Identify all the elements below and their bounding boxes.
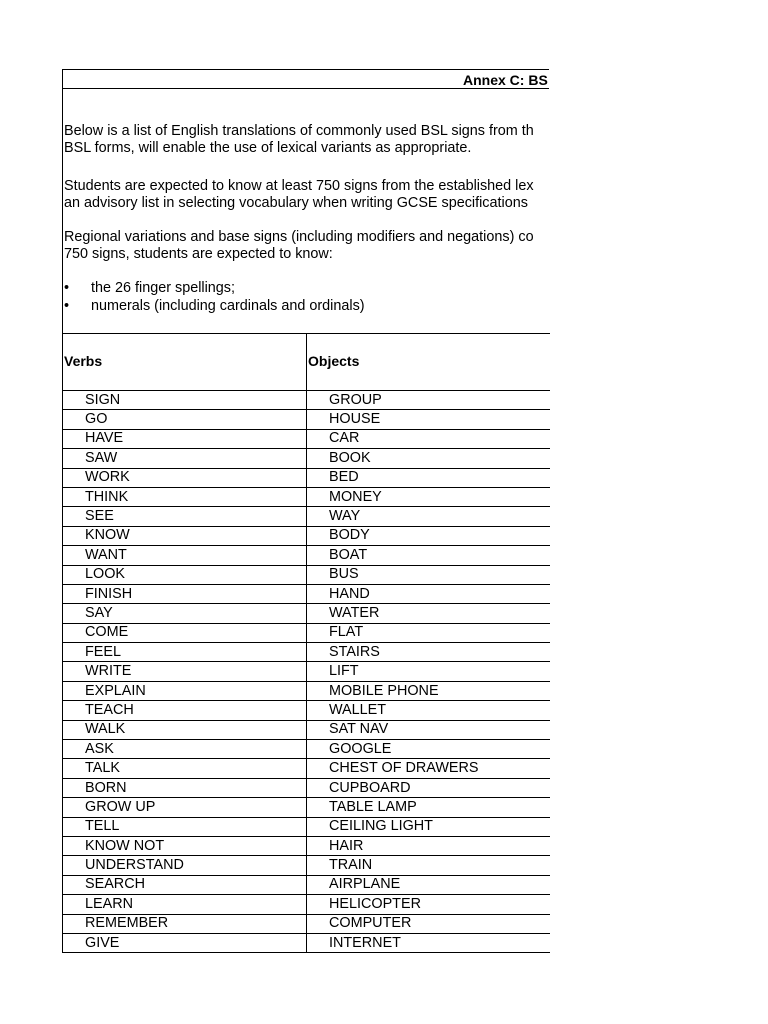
table-row bbox=[63, 759, 551, 778]
object-cell: TRAIN bbox=[307, 856, 551, 875]
bullet-item bbox=[64, 298, 365, 315]
object-cell: STAIRS bbox=[307, 643, 551, 662]
verb-cell: SIGN bbox=[63, 391, 307, 410]
intro-paragraph-3 bbox=[64, 229, 534, 263]
table-row bbox=[63, 681, 551, 700]
table-row bbox=[63, 778, 551, 797]
verb-cell: SEE bbox=[63, 507, 307, 526]
object-cell: CEILING LIGHT bbox=[307, 817, 551, 836]
object-cell: GROUP bbox=[307, 391, 551, 410]
intro-paragraph-3-line-2: 750 signs, students are expected to know: bbox=[64, 246, 333, 262]
verb-cell: WALK bbox=[63, 720, 307, 739]
verb-cell: WRITE bbox=[63, 662, 307, 681]
table-row bbox=[63, 623, 551, 642]
table-row bbox=[63, 487, 551, 506]
bullet-text: the 26 finger spellings; bbox=[91, 280, 235, 296]
title-bar bbox=[62, 69, 549, 89]
verb-cell: EXPLAIN bbox=[63, 681, 307, 700]
table-row bbox=[63, 468, 551, 487]
verb-cell: UNDERSTAND bbox=[63, 856, 307, 875]
verb-cell: TEACH bbox=[63, 701, 307, 720]
intro-paragraph-2-line-1: Students are expected to know at least 750 signs from the established lex bbox=[64, 178, 534, 194]
table-row bbox=[63, 565, 551, 584]
table-row bbox=[63, 914, 551, 933]
vocabulary-table bbox=[62, 333, 550, 953]
verb-cell: KNOW NOT bbox=[63, 836, 307, 855]
verb-cell: LOOK bbox=[63, 565, 307, 584]
table-row bbox=[63, 429, 551, 448]
vocabulary-table-body bbox=[63, 391, 551, 953]
object-cell: HAIR bbox=[307, 836, 551, 855]
object-cell: FLAT bbox=[307, 623, 551, 642]
document-sheet bbox=[62, 69, 550, 953]
verb-cell: KNOW bbox=[63, 526, 307, 545]
bullet-text: numerals (including cardinals and ordinals) bbox=[91, 298, 365, 314]
verb-cell: SEARCH bbox=[63, 875, 307, 894]
table-row bbox=[63, 604, 551, 623]
table-row bbox=[63, 643, 551, 662]
object-cell: CHEST OF DRAWERS bbox=[307, 759, 551, 778]
object-cell: BOOK bbox=[307, 449, 551, 468]
table-row bbox=[63, 391, 551, 410]
verb-cell: TALK bbox=[63, 759, 307, 778]
object-cell: GOOGLE bbox=[307, 740, 551, 759]
intro-paragraph-2 bbox=[64, 178, 534, 212]
page-title: Annex C: BS bbox=[463, 72, 548, 88]
bullet-item bbox=[64, 280, 235, 297]
verb-cell: REMEMBER bbox=[63, 914, 307, 933]
object-cell: BODY bbox=[307, 526, 551, 545]
object-cell: HOUSE bbox=[307, 410, 551, 429]
object-cell: WALLET bbox=[307, 701, 551, 720]
object-cell: SAT NAV bbox=[307, 720, 551, 739]
verb-cell: WORK bbox=[63, 468, 307, 487]
verb-cell: HAVE bbox=[63, 429, 307, 448]
table-row bbox=[63, 875, 551, 894]
verb-cell: BORN bbox=[63, 778, 307, 797]
verb-cell: LEARN bbox=[63, 895, 307, 914]
intro-paragraph-1-line-1: Below is a list of English translations of commonly used BSL signs from th bbox=[64, 123, 534, 139]
object-cell: CUPBOARD bbox=[307, 778, 551, 797]
table-row bbox=[63, 449, 551, 468]
object-cell: CAR bbox=[307, 429, 551, 448]
table-row bbox=[63, 836, 551, 855]
table-row bbox=[63, 933, 551, 952]
object-cell: LIFT bbox=[307, 662, 551, 681]
verb-cell: SAY bbox=[63, 604, 307, 623]
table-header-row bbox=[63, 334, 551, 391]
verb-cell: TELL bbox=[63, 817, 307, 836]
verb-cell: FINISH bbox=[63, 584, 307, 603]
table-row bbox=[63, 798, 551, 817]
table-row bbox=[63, 856, 551, 875]
object-cell: MONEY bbox=[307, 487, 551, 506]
object-cell: MOBILE PHONE bbox=[307, 681, 551, 700]
verb-cell: FEEL bbox=[63, 643, 307, 662]
verb-cell: THINK bbox=[63, 487, 307, 506]
object-cell: WATER bbox=[307, 604, 551, 623]
verb-cell: GO bbox=[63, 410, 307, 429]
object-cell: INTERNET bbox=[307, 933, 551, 952]
verb-cell: GROW UP bbox=[63, 798, 307, 817]
verb-cell: COME bbox=[63, 623, 307, 642]
table-row bbox=[63, 701, 551, 720]
table-row bbox=[63, 526, 551, 545]
table-row bbox=[63, 817, 551, 836]
verb-cell: GIVE bbox=[63, 933, 307, 952]
table-row bbox=[63, 584, 551, 603]
column-header-verbs: Verbs bbox=[63, 334, 307, 391]
object-cell: HELICOPTER bbox=[307, 895, 551, 914]
object-cell: AIRPLANE bbox=[307, 875, 551, 894]
intro-paragraph-1-line-2: BSL forms, will enable the use of lexical variants as appropriate. bbox=[64, 140, 472, 156]
bullet-icon: • bbox=[64, 280, 70, 296]
bullet-icon: • bbox=[64, 298, 70, 314]
object-cell: BUS bbox=[307, 565, 551, 584]
object-cell: TABLE LAMP bbox=[307, 798, 551, 817]
verb-cell: ASK bbox=[63, 740, 307, 759]
verb-cell: WANT bbox=[63, 546, 307, 565]
object-cell: WAY bbox=[307, 507, 551, 526]
table-row bbox=[63, 720, 551, 739]
intro-paragraph-2-line-2: an advisory list in selecting vocabulary when writing GCSE specifications bbox=[64, 195, 528, 211]
intro-paragraph-1 bbox=[64, 123, 534, 157]
column-header-objects: Objects bbox=[307, 334, 551, 391]
object-cell: BOAT bbox=[307, 546, 551, 565]
object-cell: BED bbox=[307, 468, 551, 487]
intro-section bbox=[62, 88, 549, 334]
object-cell: COMPUTER bbox=[307, 914, 551, 933]
table-row bbox=[63, 410, 551, 429]
object-cell: HAND bbox=[307, 584, 551, 603]
table-row bbox=[63, 662, 551, 681]
table-row bbox=[63, 507, 551, 526]
table-row bbox=[63, 740, 551, 759]
table-row bbox=[63, 895, 551, 914]
verb-cell: SAW bbox=[63, 449, 307, 468]
intro-paragraph-3-line-1: Regional variations and base signs (including modifiers and negations) co bbox=[64, 229, 534, 245]
table-row bbox=[63, 546, 551, 565]
